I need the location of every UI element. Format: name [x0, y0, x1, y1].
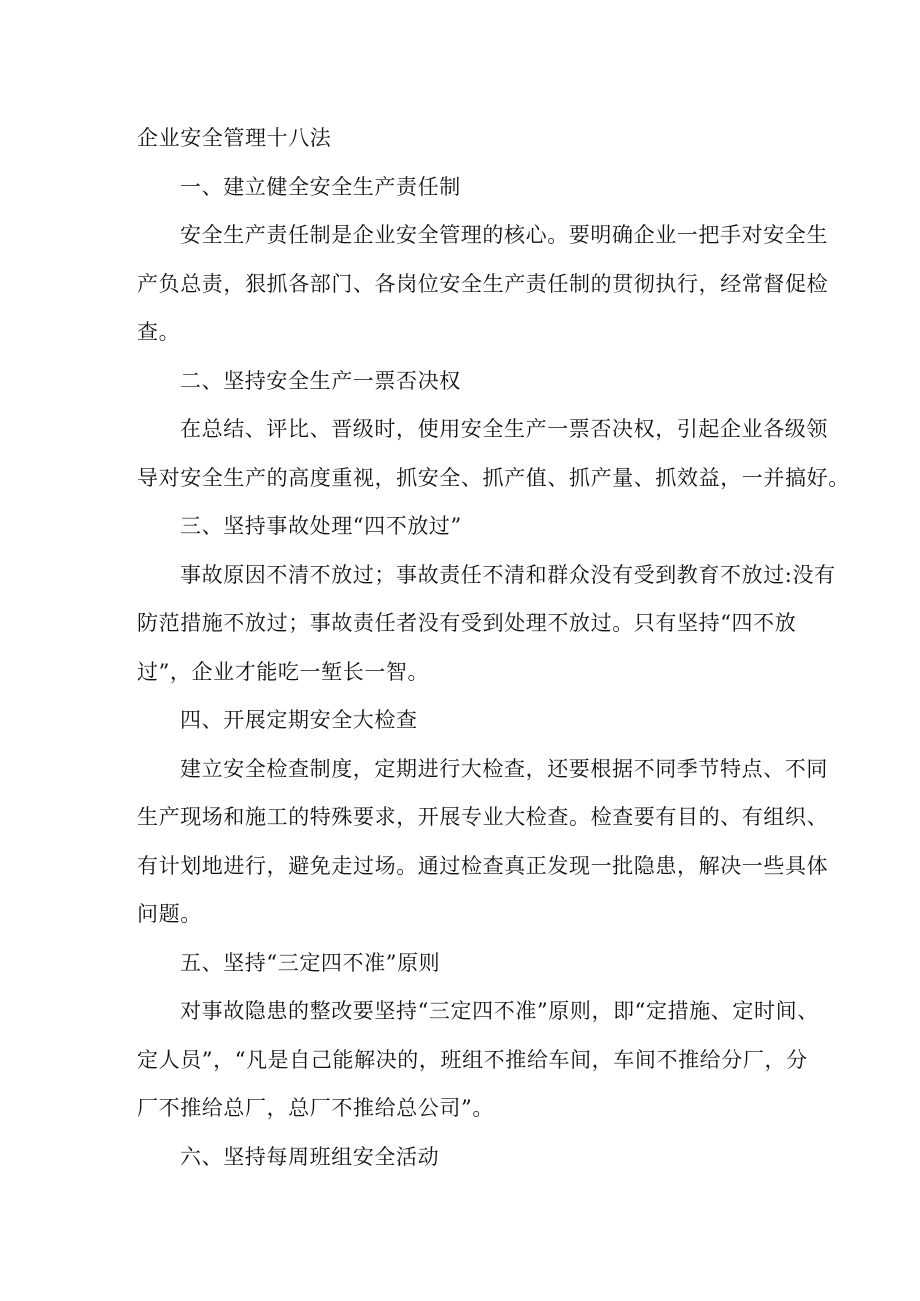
paragraph-line: 在总结、评比、晋级时，使用安全生产一票否决权，引起企业各级领 — [180, 417, 828, 441]
document-title: 企业安全管理十八法 — [137, 126, 332, 150]
section-paragraph — [137, 745, 829, 939]
paragraph-line: 生产现场和施工的特殊要求，开展专业大检查。检查要有目的、有组织、 — [137, 805, 829, 829]
paragraph-line: 过”，企业才能吃一堑长一智。 — [137, 659, 430, 684]
paragraph-line: 问题。 — [137, 902, 202, 926]
section-heading: 二、坚持安全生产一票否决权 — [180, 368, 461, 393]
section-heading: 四、开展定期安全大检查 — [180, 708, 418, 732]
paragraph-line: 事故原因不清不放过；事故责任不清和群众没有受到教育不放过:没有 — [180, 562, 836, 587]
section-paragraph — [137, 551, 836, 697]
paragraph-line: 建立安全检查制度，定期进行大检查，还要根据不同季节特点、不同 — [180, 756, 828, 781]
paragraph-line: 厂不推给总厂，总厂不推给总公司”。 — [137, 1096, 494, 1120]
paragraph-line: 有计划地进行，避免走过场。通过检查真正发现一批隐患，解决一些具体 — [137, 853, 829, 878]
section-heading: 三、坚持事故处理“四不放过” — [180, 514, 462, 538]
section-heading: 六、坚持每周班组安全活动 — [180, 1144, 440, 1169]
paragraph-line: 查。 — [137, 320, 181, 344]
section-heading: 一、建立健全安全生产责任制 — [180, 174, 461, 199]
paragraph-line: 导对安全生产的高度重视，抓安全、抓产值、抓产量、抓效益，一并搞好。 — [137, 465, 850, 490]
paragraph-line: 定人员”，“凡是自己能解决的，班组不推给车间，车间不推给分厂，分 — [137, 1047, 808, 1072]
paragraph-line: 对事故隐患的整改要坚持“三定四不准”原则，即“定措施、定时间、 — [180, 999, 819, 1023]
section-paragraph — [137, 405, 850, 502]
paragraph-line: 产负总责，狠抓各部门、各岗位安全生产责任制的贯彻执行，经常督促检 — [137, 271, 829, 296]
paragraph-line: 防范措施不放过；事故责任者没有受到处理不放过。只有坚持“四不放 — [137, 611, 797, 635]
section-paragraph — [137, 211, 829, 357]
section-heading: 五、坚持“三定四不准”原则 — [180, 950, 441, 975]
document-body — [137, 114, 850, 1181]
paragraph-line: 安全生产责任制是企业安全管理的核心。要明确企业一把手对安全生 — [180, 223, 828, 247]
section-paragraph — [137, 987, 819, 1133]
